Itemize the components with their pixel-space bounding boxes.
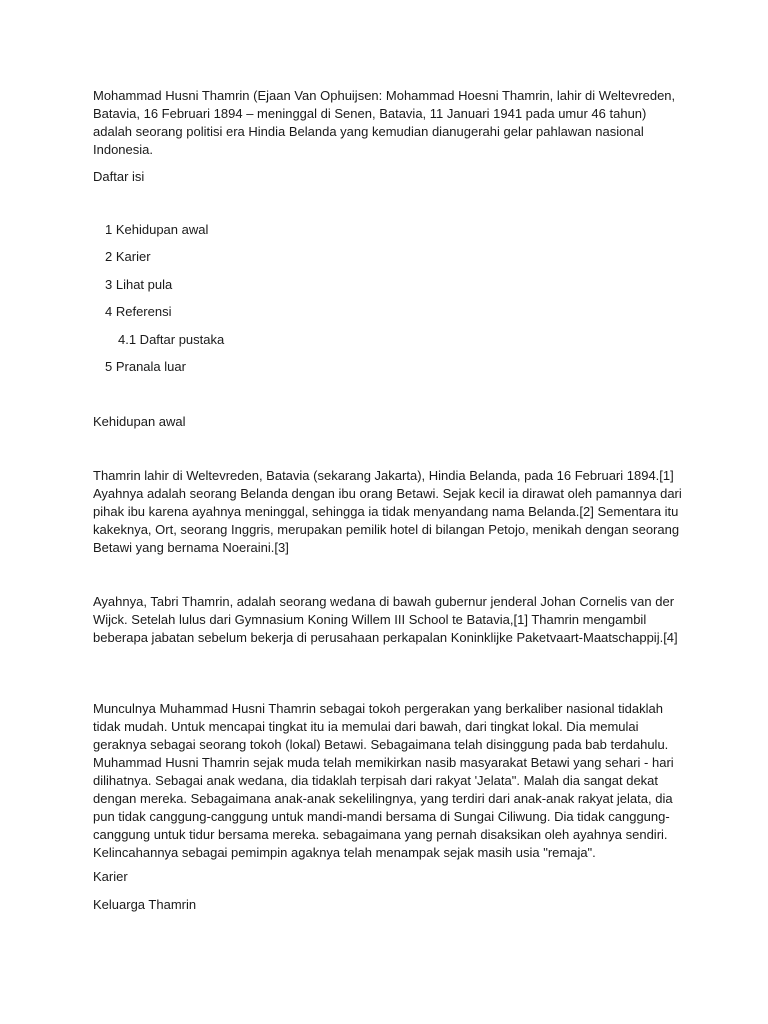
intro-paragraph: Mohammad Husni Thamrin (Ejaan Van Ophuijsen: Mohammad Hoesni Thamrin, lahir di Weltevreden, Batavia, 16 Februari 1894 – meninggal di Senen, Batavia, 11 Januari 1941 pada umur 46 tahun) adalah seorang politisi era Hindia Belanda yang kemudian dianugerahi gelar pahlawan nasional Indonesia. xyxy=(93,88,676,157)
section-heading-keluarga-thamrin: Keluarga Thamrin xyxy=(93,897,197,912)
toc-item-referensi: 4 Referensi xyxy=(105,304,172,319)
paragraph-birth: Thamrin lahir di Weltevreden, Batavia (sekarang Jakarta), Hindia Belanda, pada 16 Februari 1894.[1] Ayahnya adalah seorang Belanda dengan ibu orang Betawi. Sejak kecil ia dirawat oleh pamannya dari pihak ibu karena ayahnya meninggal, sehingga ia tidak menyandang nama Belanda.[2] Sementara itu kakeknya, Ort, seorang Inggris, merupakan pemilik hotel di bilangan Petojo, menikah dengan seorang Betawi yang bernama Noeraini.[3] xyxy=(93,468,682,555)
toc-item-kehidupan-awal: 1 Kehidupan awal xyxy=(105,222,209,237)
toc-item-lihat-pula: 3 Lihat pula xyxy=(105,277,173,292)
paragraph-father: Ayahnya, Tabri Thamrin, adalah seorang wedana di bawah gubernur jenderal Johan Cornelis van der Wijck. Setelah lulus dari Gymnasium Koning Willem III School te Batavia,[1] Thamrin mengambil beberapa jabatan sebelum bekerja di perusahaan perkapalan Koninklijke Paketvaart-Maatschappij.[4] xyxy=(93,594,678,645)
toc-item-pranala-luar: 5 Pranala luar xyxy=(105,359,186,374)
toc-item-daftar-pustaka: 4.1 Daftar pustaka xyxy=(118,332,225,347)
section-heading-karier: Karier xyxy=(93,869,128,884)
section-heading-kehidupan-awal: Kehidupan awal xyxy=(93,414,186,429)
toc-heading: Daftar isi xyxy=(93,169,145,184)
toc-item-karier: 2 Karier xyxy=(105,249,151,264)
paragraph-rise: Munculnya Muhammad Husni Thamrin sebagai tokoh pergerakan yang berkaliber nasional tidaklah tidak mudah. Untuk mencapai tingkat itu ia memulai dari bawah, dari tingkat lokal. Dia memulai geraknya sebagai seorang tokoh (lokal) Betawi. Sebagaimana telah disinggung pada bab terdahulu. Muhammad Husni Thamrin sejak muda telah memikirkan nasib masyarakat Betawi yang sehari - hari dilihatnya. Sebagai anak wedana, dia tidaklah terpisah dari rakyat 'Jelata". Malah dia sangat dekat dengan mereka. Sebagaimana anak-anak sekelilingnya, yang terdiri dari anak-anak rakyat jelata, dia pun tidak canggung-canggung untuk mandi-mandi bersama di Sungai Ciliwung. Dia tidak canggung-canggung untuk tidur bersama mereka. sebagaimana yang pernah disaksikan oleh ayahnya sendiri. Kelincahannya sebagai pemimpin agaknya telah menampak sejak masih usia "remaja". xyxy=(93,701,674,860)
